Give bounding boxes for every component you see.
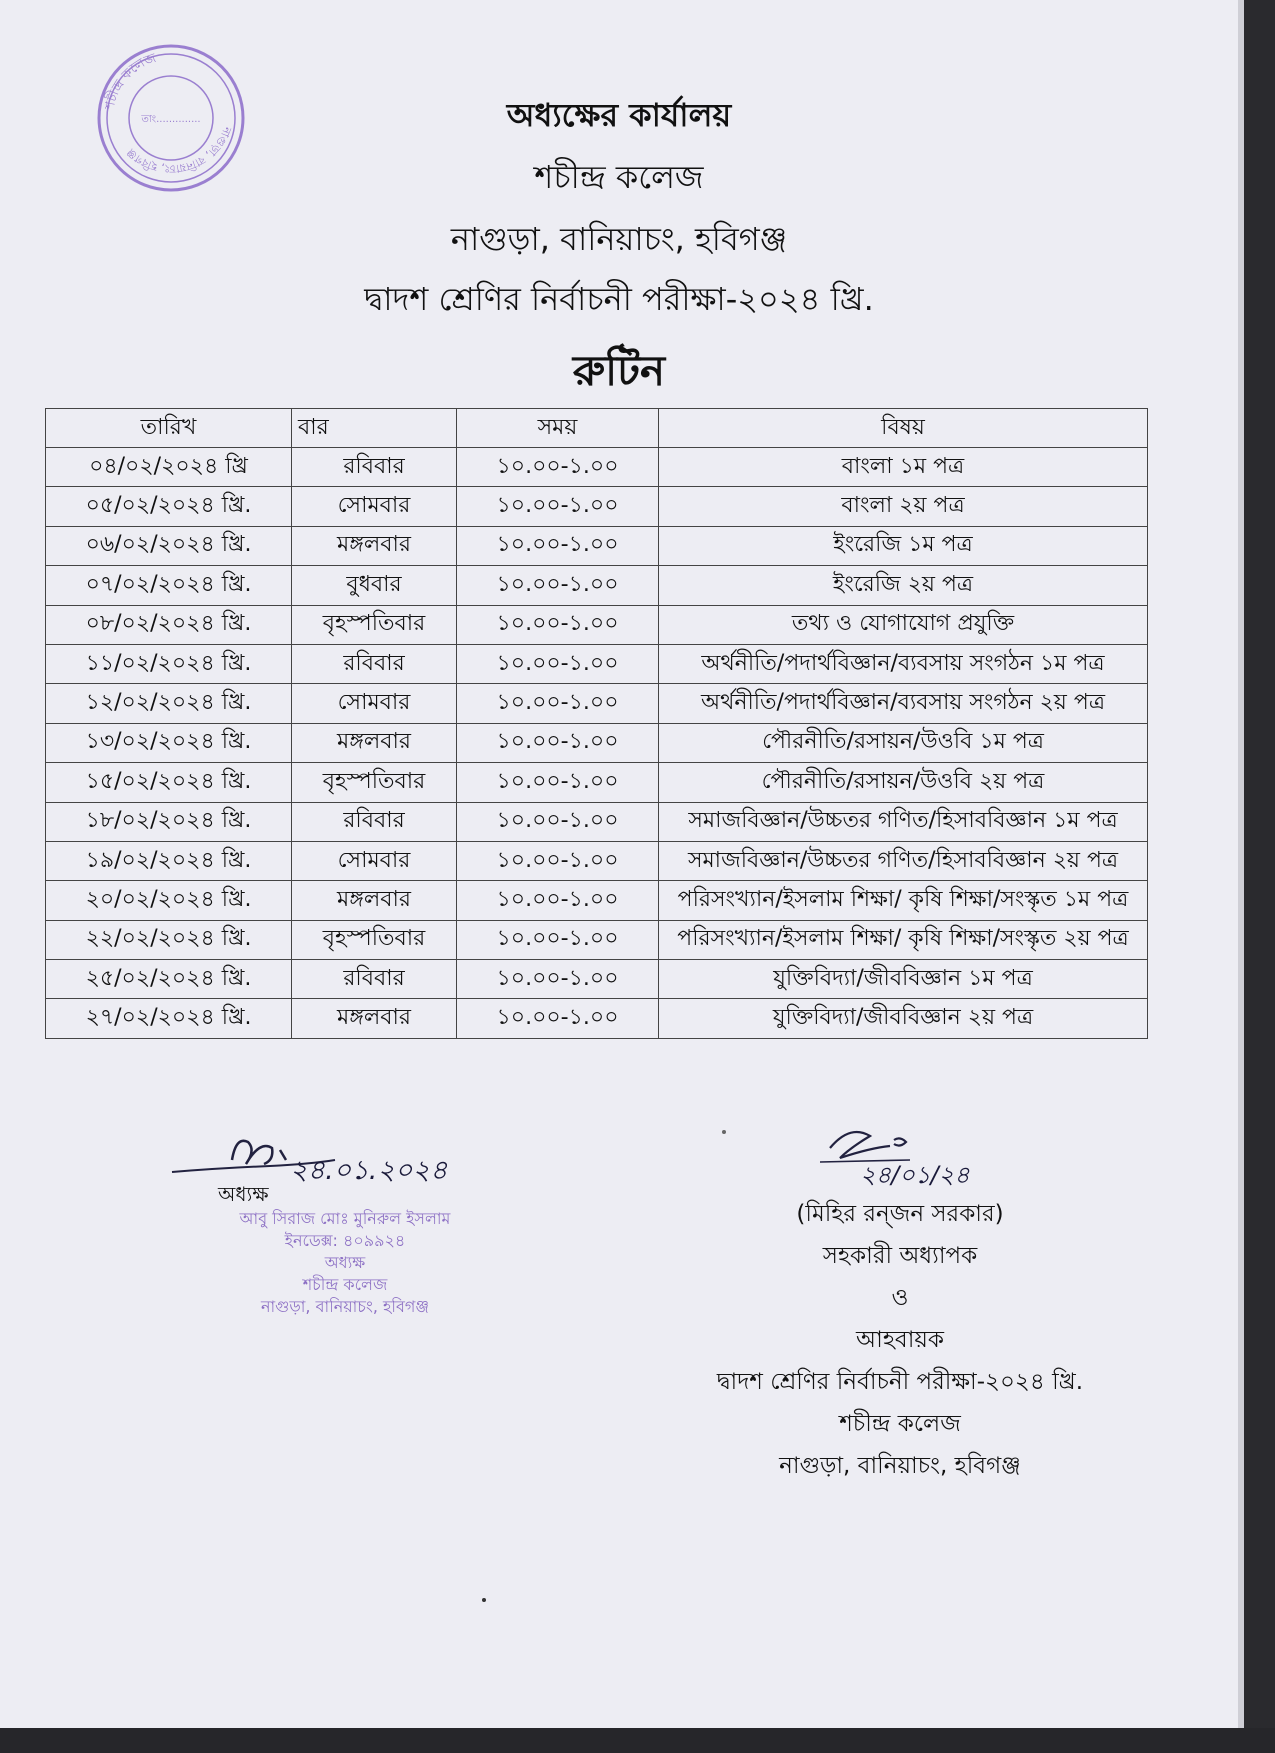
table-row [46, 448, 1148, 487]
col-header-subject: বিষয় [659, 409, 1148, 448]
convener-designation: সহকারী অধ্যাপক [822, 1243, 978, 1269]
table-row [46, 960, 1148, 999]
table-row [46, 566, 1148, 605]
seal-center-text: তাং.............. [141, 114, 201, 125]
col-header-time: সময় [457, 409, 659, 448]
college-name: শচীন্দ্র কলেজ [534, 158, 704, 196]
cell-date: ১৯/০২/২০২৪ খ্রি. [46, 841, 292, 880]
cell-time: ১০.০০-১.০০ [457, 644, 659, 683]
cell-day: সোমবার [292, 841, 457, 880]
cell-date: ১১/০২/২০২৪ খ্রি. [46, 644, 292, 683]
table-row [46, 999, 1148, 1038]
cell-day: বৃহস্পতিবার [292, 605, 457, 644]
cell-date: ১৫/০২/২০২৪ খ্রি. [46, 763, 292, 802]
routine-title: রুটিন [572, 346, 666, 395]
cell-subject: বাংলা ১ম পত্র [659, 448, 1148, 487]
convener-college: শচীন্দ্র কলেজ [839, 1411, 961, 1437]
seal-line-address: নাগুড়া, বানিয়াচং, হবিগঞ্জ [260, 1297, 430, 1316]
college-address: নাগুড়া, বানিয়াচং, হবিগঞ্জ [450, 220, 788, 258]
cell-date: ০৬/০২/২০২৪ খ্রি. [46, 526, 292, 565]
cell-day: রবিবার [292, 960, 457, 999]
cell-date: ০৫/০২/২০২৪ খ্রি. [46, 487, 292, 526]
exam-title: দ্বাদশ শ্রেণির নির্বাচনী পরীক্ষা-২০২৪ খ্রি. [364, 280, 874, 318]
cell-subject: তথ্য ও যোগাযোগ প্রযুক্তি [659, 605, 1148, 644]
cell-date: ০৮/০২/২০২৪ খ্রি. [46, 605, 292, 644]
table-body [46, 448, 1148, 1039]
cell-time: ১০.০০-১.০০ [457, 763, 659, 802]
cell-day: রবিবার [292, 448, 457, 487]
seal-bottom-text: নাগুড়া, বানিয়াচং, হবিগঞ্জ [124, 124, 234, 176]
col-header-day: বার [292, 409, 457, 448]
cell-subject: পৌরনীতি/রসায়ন/উওবি ১ম পত্র [659, 723, 1148, 762]
cell-day: মঙ্গলবার [292, 881, 457, 920]
convener-name: (মিহির রন্জন সরকার) [796, 1201, 1004, 1227]
table-row [46, 802, 1148, 841]
cell-subject: যুক্তিবিদ্যা/জীববিজ্ঞান ২য় পত্র [659, 999, 1148, 1038]
cell-subject: পৌরনীতি/রসায়ন/উওবি ২য় পত্র [659, 763, 1148, 802]
cell-date: ২২/০২/২০২৪ খ্রি. [46, 920, 292, 959]
scan-bottom-margin [0, 1728, 1275, 1753]
table-row [46, 723, 1148, 762]
cell-time: ১০.০০-১.০০ [457, 920, 659, 959]
table-row [46, 763, 1148, 802]
cell-subject: পরিসংখ্যান/ইসলাম শিক্ষা/ কৃষি শিক্ষা/সংস্কৃত ১ম পত্র [659, 881, 1148, 920]
cell-day: রবিবার [292, 802, 457, 841]
convener-exam: দ্বাদশ শ্রেণির নির্বাচনী পরীক্ষা-২০২৪ খ্রি. [716, 1369, 1084, 1395]
table-row [46, 526, 1148, 565]
convener-role: আহবায়ক [855, 1327, 945, 1353]
seal-line-designation: অধ্যক্ষ [324, 1253, 366, 1272]
seal-top-text: শচীন্দ্র কলেজ [102, 51, 159, 111]
cell-subject: অর্থনীতি/পদার্থবিজ্ঞান/ব্যবসায় সংগঠন ২য় পত্র [659, 684, 1148, 723]
cell-subject: ইংরেজি ২য় পত্র [659, 566, 1148, 605]
table-row [46, 644, 1148, 683]
cell-time: ১০.০০-১.০০ [457, 881, 659, 920]
cell-date: ১৮/০২/২০২৪ খ্রি. [46, 802, 292, 841]
cell-subject: পরিসংখ্যান/ইসলাম শিক্ষা/ কৃষি শিক্ষা/সংস্কৃত ২য় পত্র [659, 920, 1148, 959]
cell-subject: অর্থনীতি/পদার্থবিজ্ঞান/ব্যবসায় সংগঠন ১ম পত্র [659, 644, 1148, 683]
convener-sign-date: ২৪/০১/২৪ [860, 1161, 970, 1189]
cell-day: বুধবার [292, 566, 457, 605]
cell-subject: যুক্তিবিদ্যা/জীববিজ্ঞান ১ম পত্র [659, 960, 1148, 999]
cell-day: সোমবার [292, 684, 457, 723]
cell-date: ০৭/০২/২০২৪ খ্রি. [46, 566, 292, 605]
cell-time: ১০.০০-১.০০ [457, 605, 659, 644]
cell-time: ১০.০০-১.০০ [457, 566, 659, 605]
seal-line-index: ইনডেক্স: ৪০৯৯২৪ [284, 1231, 406, 1250]
scan-speck [482, 1598, 486, 1602]
cell-date: ১৩/০২/২০২৪ খ্রি. [46, 723, 292, 762]
table-row [46, 605, 1148, 644]
scan-speck [722, 1130, 726, 1134]
cell-day: সোমবার [292, 487, 457, 526]
cell-time: ১০.০০-১.০০ [457, 999, 659, 1038]
cell-time: ১০.০০-১.০০ [457, 526, 659, 565]
cell-day: বৃহস্পতিবার [292, 763, 457, 802]
table-row [46, 684, 1148, 723]
cell-date: ২৫/০২/২০২৪ খ্রি. [46, 960, 292, 999]
exam-routine-table [45, 408, 1148, 1039]
cell-day: মঙ্গলবার [292, 999, 457, 1038]
cell-date: ১২/০২/২০২৪ খ্রি. [46, 684, 292, 723]
convener-address: নাগুড়া, বানিয়াচং, হবিগঞ্জ [779, 1453, 1021, 1479]
table-row [46, 487, 1148, 526]
cell-day: মঙ্গলবার [292, 526, 457, 565]
cell-day: মঙ্গলবার [292, 723, 457, 762]
cell-day: বৃহস্পতিবার [292, 920, 457, 959]
office-title: অধ্যক্ষের কার্যালয় [506, 96, 732, 134]
cell-time: ১০.০০-১.০০ [457, 448, 659, 487]
cell-subject: সমাজবিজ্ঞান/উচ্চতর গণিত/হিসাববিজ্ঞান ১ম পত্র [659, 802, 1148, 841]
scan-page-edge [1238, 0, 1244, 1753]
cell-date: ২৭/০২/২০২৪ খ্রি. [46, 999, 292, 1038]
cell-time: ১০.০০-১.০০ [457, 841, 659, 880]
table-row [46, 881, 1148, 920]
seal-line-college: শচীন্দ্র কলেজ [302, 1275, 388, 1294]
convener-and: ও [891, 1285, 909, 1311]
cell-time: ১০.০০-১.০০ [457, 802, 659, 841]
table-row [46, 920, 1148, 959]
table-row [46, 841, 1148, 880]
principal-title: অধ্যক্ষ [218, 1182, 269, 1206]
principal-seal [210, 1208, 480, 1318]
cell-time: ১০.০০-১.০০ [457, 684, 659, 723]
convener-block [640, 1193, 1160, 1487]
cell-date: ০৪/০২/২০২৪ খ্রি [46, 448, 292, 487]
seal-line-name: আবু সিরাজ মোঃ মুনিরুল ইসলাম [239, 1209, 451, 1228]
cell-subject: ইংরেজি ১ম পত্র [659, 526, 1148, 565]
cell-time: ১০.০০-১.০০ [457, 723, 659, 762]
principal-sign-date: ২৪.০১.২০২৪ [290, 1155, 448, 1186]
cell-day: রবিবার [292, 644, 457, 683]
cell-time: ১০.০০-১.০০ [457, 487, 659, 526]
cell-subject: বাংলা ২য় পত্র [659, 487, 1148, 526]
cell-time: ১০.০০-১.০০ [457, 960, 659, 999]
table-header-row [46, 409, 1148, 448]
cell-subject: সমাজবিজ্ঞান/উচ্চতর গণিত/হিসাববিজ্ঞান ২য় পত্র [659, 841, 1148, 880]
col-header-date: তারিখ [46, 409, 292, 448]
cell-date: ২০/০২/২০২৪ খ্রি. [46, 881, 292, 920]
